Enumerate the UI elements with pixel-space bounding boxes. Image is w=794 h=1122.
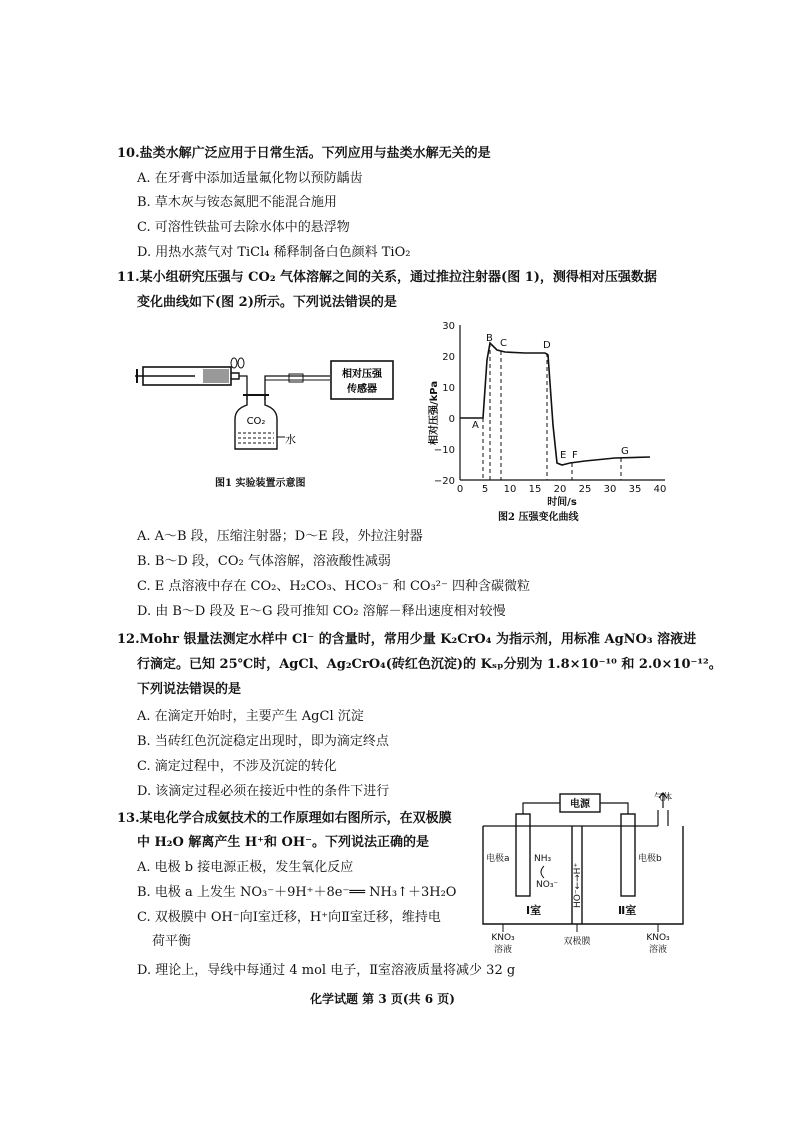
q12-stem-line1: 12.Mohr 银量法测定水样中 Cl⁻ 的含量时，常用少量 K₂CrO₄ 为指示剂，用标准 AgNO₃ 溶液进 [117,632,697,647]
figure1-caption: 图1 实验装置示意图 [215,478,306,489]
nh3-label: NH₃ [534,854,552,864]
q12-option-b: B. 当砖红色沉淀稳定出现时，即为滴定终点 [137,734,389,749]
q10-option-b: B. 草木灰与铵态氮肥不能混合施用 [137,195,337,210]
x-tick: 25 [578,484,592,495]
point-label-f: F [572,450,578,461]
q12-option-d: D. 该滴定过程必须在接近中性的条件下进行 [137,784,390,799]
q13-option-c: C. 双极膜中 OH⁻向Ⅰ室迁移，H⁺向Ⅱ室迁移，维持电 [137,910,441,925]
syringe-tip [231,373,239,379]
room-1-label: Ⅰ室 [526,904,542,917]
q11-option-d: D. 由 B～D 段及 E～G 段可推知 CO₂ 溶解－释出速度相对较慢 [137,604,506,619]
q11-stem-line2: 变化曲线如下(图 2)所示。下列说法错误的是 [137,295,397,310]
sensor-label-1: 相对压强 [342,369,382,380]
y-tick: 0 [448,414,455,425]
x-tick: 30 [603,484,617,495]
q13-stem-line1: 13.某电化学合成氨技术的工作原理如右图所示，在双极膜 [117,811,452,826]
q13-stem-line2: 中 H₂O 解离产生 H⁺和 OH⁻。下列说法正确的是 [137,835,430,850]
point-label-d: D [543,340,551,351]
no3-label: NO₃⁻ [536,880,559,890]
y-tick: 30 [442,321,455,332]
gas-label: 气体 [654,793,673,803]
q13-option-c-cont: 荷平衡 [152,934,192,949]
point-label-e: E [560,450,567,461]
x-tick: 15 [528,484,542,495]
solution-right-label: 溶液 [648,945,668,955]
x-tick: 35 [628,484,642,495]
point-label-c: C [500,338,507,349]
y-axis-label: 相对压强/kPa [429,380,440,445]
q10-option-d: D. 用热水蒸气对 TiCl₄ 稀释制备白色颜料 TiO₂ [137,245,411,260]
x-tick: 40 [653,484,667,495]
tube-joint [289,374,303,382]
page-footer: 化学试题 第 3 页(共 6 页) [310,992,455,1006]
kno3-left-label: KNO₃ [491,933,515,943]
tube-left [239,376,247,400]
water-label: 水 [285,433,296,446]
sensor-label-2: 传感器 [347,384,377,395]
bottle-label: CO₂ [246,416,266,427]
x-tick: 5 [481,484,489,495]
q12-stem-line3: 下列说法错误的是 [137,682,242,697]
q12-option-a: A. 在滴定开始时，主要产生 AgCl 沉淀 [137,709,364,724]
cell-container [483,826,683,924]
membrane-ions-label: HO⁻←→H⁺ [573,862,583,908]
electrolysis-cell-figure [478,786,688,956]
q13-option-a: A. 电极 b 接电源正极，发生氧化反应 [137,860,354,875]
pressure-chart [425,315,685,525]
y-tick: −20 [433,476,455,487]
syringe-gas [203,369,229,383]
apparatus-figure [135,345,395,455]
figure2-caption: 图2 压强变化曲线 [498,512,579,523]
q10-stem: 10.盐类水解广泛应用于日常生活。下列应用与盐类水解无关的是 [117,146,491,161]
q11-option-c: C. E 点溶液中存在 CO₂、H₂CO₃、HCO₃⁻ 和 CO₃²⁻ 四种含碳微粒 [137,579,530,594]
q13-option-b: B. 电极 a 上发生 NO₃⁻＋9H⁺＋8e⁻══ NH₃↑＋3H₂O [137,885,457,900]
point-label-a: A [472,420,479,431]
solution-left-label: 溶液 [493,945,513,955]
x-axis-label: 时间/s [547,497,577,508]
point-label-b: B [486,333,493,344]
y-tick: 10 [442,383,455,394]
gas-outlet [658,810,668,826]
q12-stem-line2: 行滴定。已知 25℃时，AgCl、Ag₂CrO₄(砖红色沉淀)的 Kₛₚ分别为 1.8×10⁻¹⁰ 和 2.0×10⁻¹²。 [137,657,722,672]
conversion-arrow-icon [541,866,544,878]
q10-option-c: C. 可溶性铁盐可去除水体中的悬浮物 [137,220,350,235]
q11-option-b: B. B～D 段，CO₂ 气体溶解，溶液酸性减弱 [137,554,391,569]
clip-icon [238,358,244,368]
room-2-label: Ⅱ室 [618,904,637,917]
q13-option-d: D. 理论上，导线中每通过 4 mol 电子，Ⅱ室溶液质量将减少 32 g [137,963,516,978]
electrode-b-label: 电极b [638,854,662,864]
x-tick: 20 [553,484,567,495]
x-tick: 10 [503,484,517,495]
q11-option-a: A. A～B 段，压缩注射器；D～E 段，外拉注射器 [137,529,423,544]
electrode-a-label: 电极a [486,854,510,864]
wire-right [600,803,628,814]
point-label-g: G [621,446,629,457]
q10-option-a: A. 在牙膏中添加适量氟化物以预防龋齿 [137,171,363,186]
q11-stem-line1: 11.某小组研究压强与 CO₂ 气体溶解之间的关系，通过推拉注射器(图 1)，测得相对压强数据 [117,270,657,285]
wire-left [523,803,560,814]
q12-option-c: C. 滴定过程中，不涉及沉淀的转化 [137,759,337,774]
kno3-right-label: KNO₃ [646,933,670,943]
membrane-label: 双极膜 [563,937,591,947]
x-tick: 0 [456,484,464,495]
y-tick: 20 [442,352,455,363]
power-label: 电源 [570,799,590,810]
y-tick: −10 [433,445,455,456]
clip-icon [231,358,237,368]
